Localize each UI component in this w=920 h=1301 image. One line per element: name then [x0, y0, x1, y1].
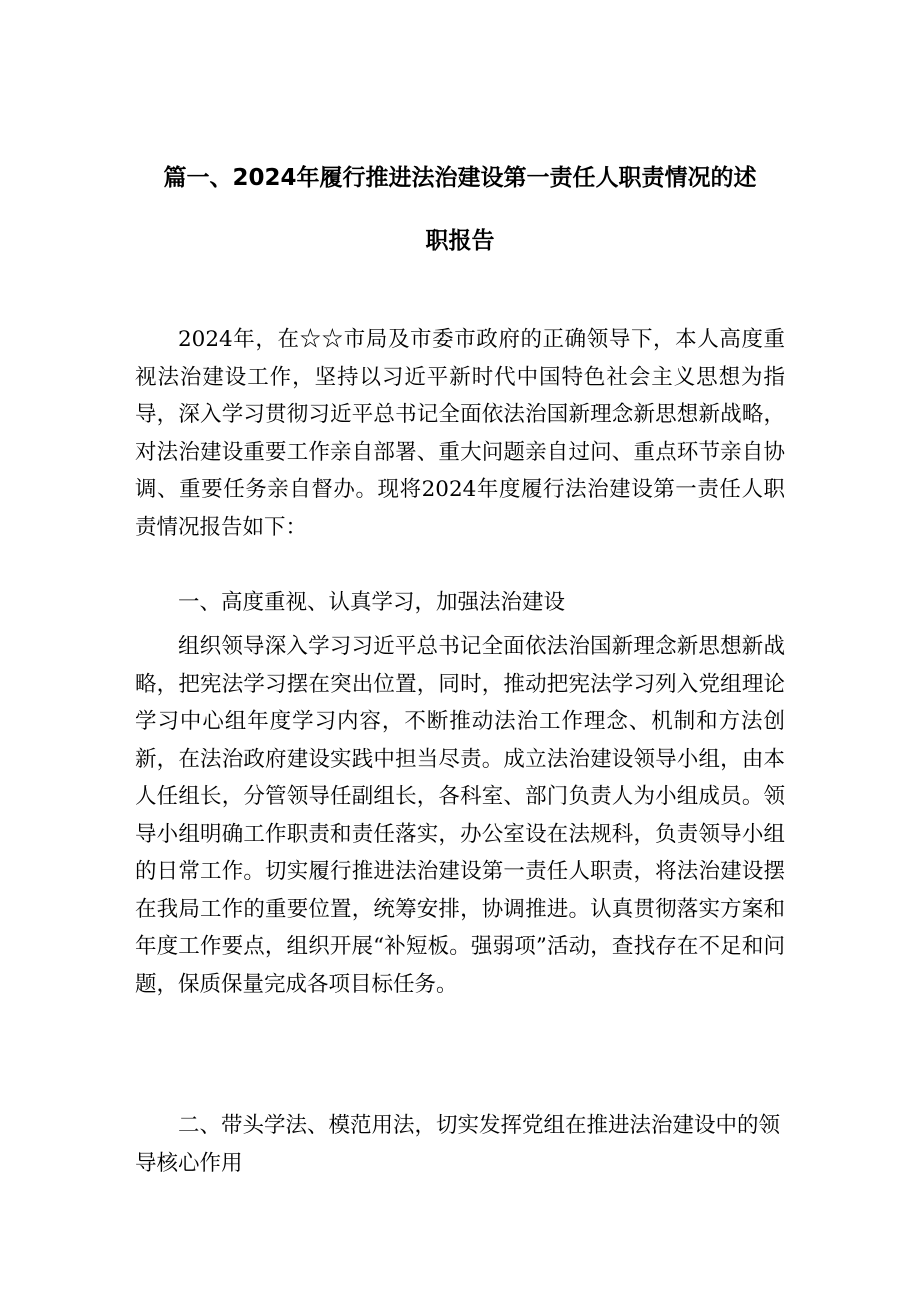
section-2-heading: 二、带头学法、模范用法，切实发挥党组在推进法治建设中的领导核心作用	[135, 1113, 781, 1176]
document-title-line-1: 篇一、2024年履行推进法治建设第一责任人职责情况的述	[163, 165, 757, 191]
intro-paragraph: 2024年，在☆☆市局及市委市政府的正确领导下，本人高度重视法治建设工作，坚持以习近平新时代中国特色社会主义思想为指导，深入学习贯彻习近平总书记全面依法治国新理念新思想新战略，对法治建设重要工作亲自部署、重大问题亲自过问、重点环节亲自协调、重要任务亲自督办。现将2024年度履行法治建设第一责任人职责情况报告如下：	[135, 327, 785, 540]
document-title-line-2: 职报告	[425, 228, 495, 254]
section-1-paragraph: 组织领导深入学习习近平总书记全面依法治国新理念新思想新战略，把宪法学习摆在突出位置，同时，推动把宪法学习列入党组理论学习中心组年度学习内容，不断推动法治工作理念、机制和方法创新，在法治政府建设实践中担当尽责。成立法治建设领导小组，由本人任组长，分管领导任副组长，各科室、部门负责人为小组成员。领导小组明确工作职责和责任落实，办公室设在法规科，负责领导小组的日常工作。切实履行推进法治建设第一责任人职责，将法治建设摆在我局工作的重要位置，统筹安排，协调推进。认真贯彻落实方案和年度工作要点，组织开展“补短板。强弱项”活动，查找存在不足和问题，保质保量完成各项目标任务。	[135, 634, 785, 997]
section-1-heading: 一、高度重视、认真学习，加强法治建设	[178, 590, 566, 615]
